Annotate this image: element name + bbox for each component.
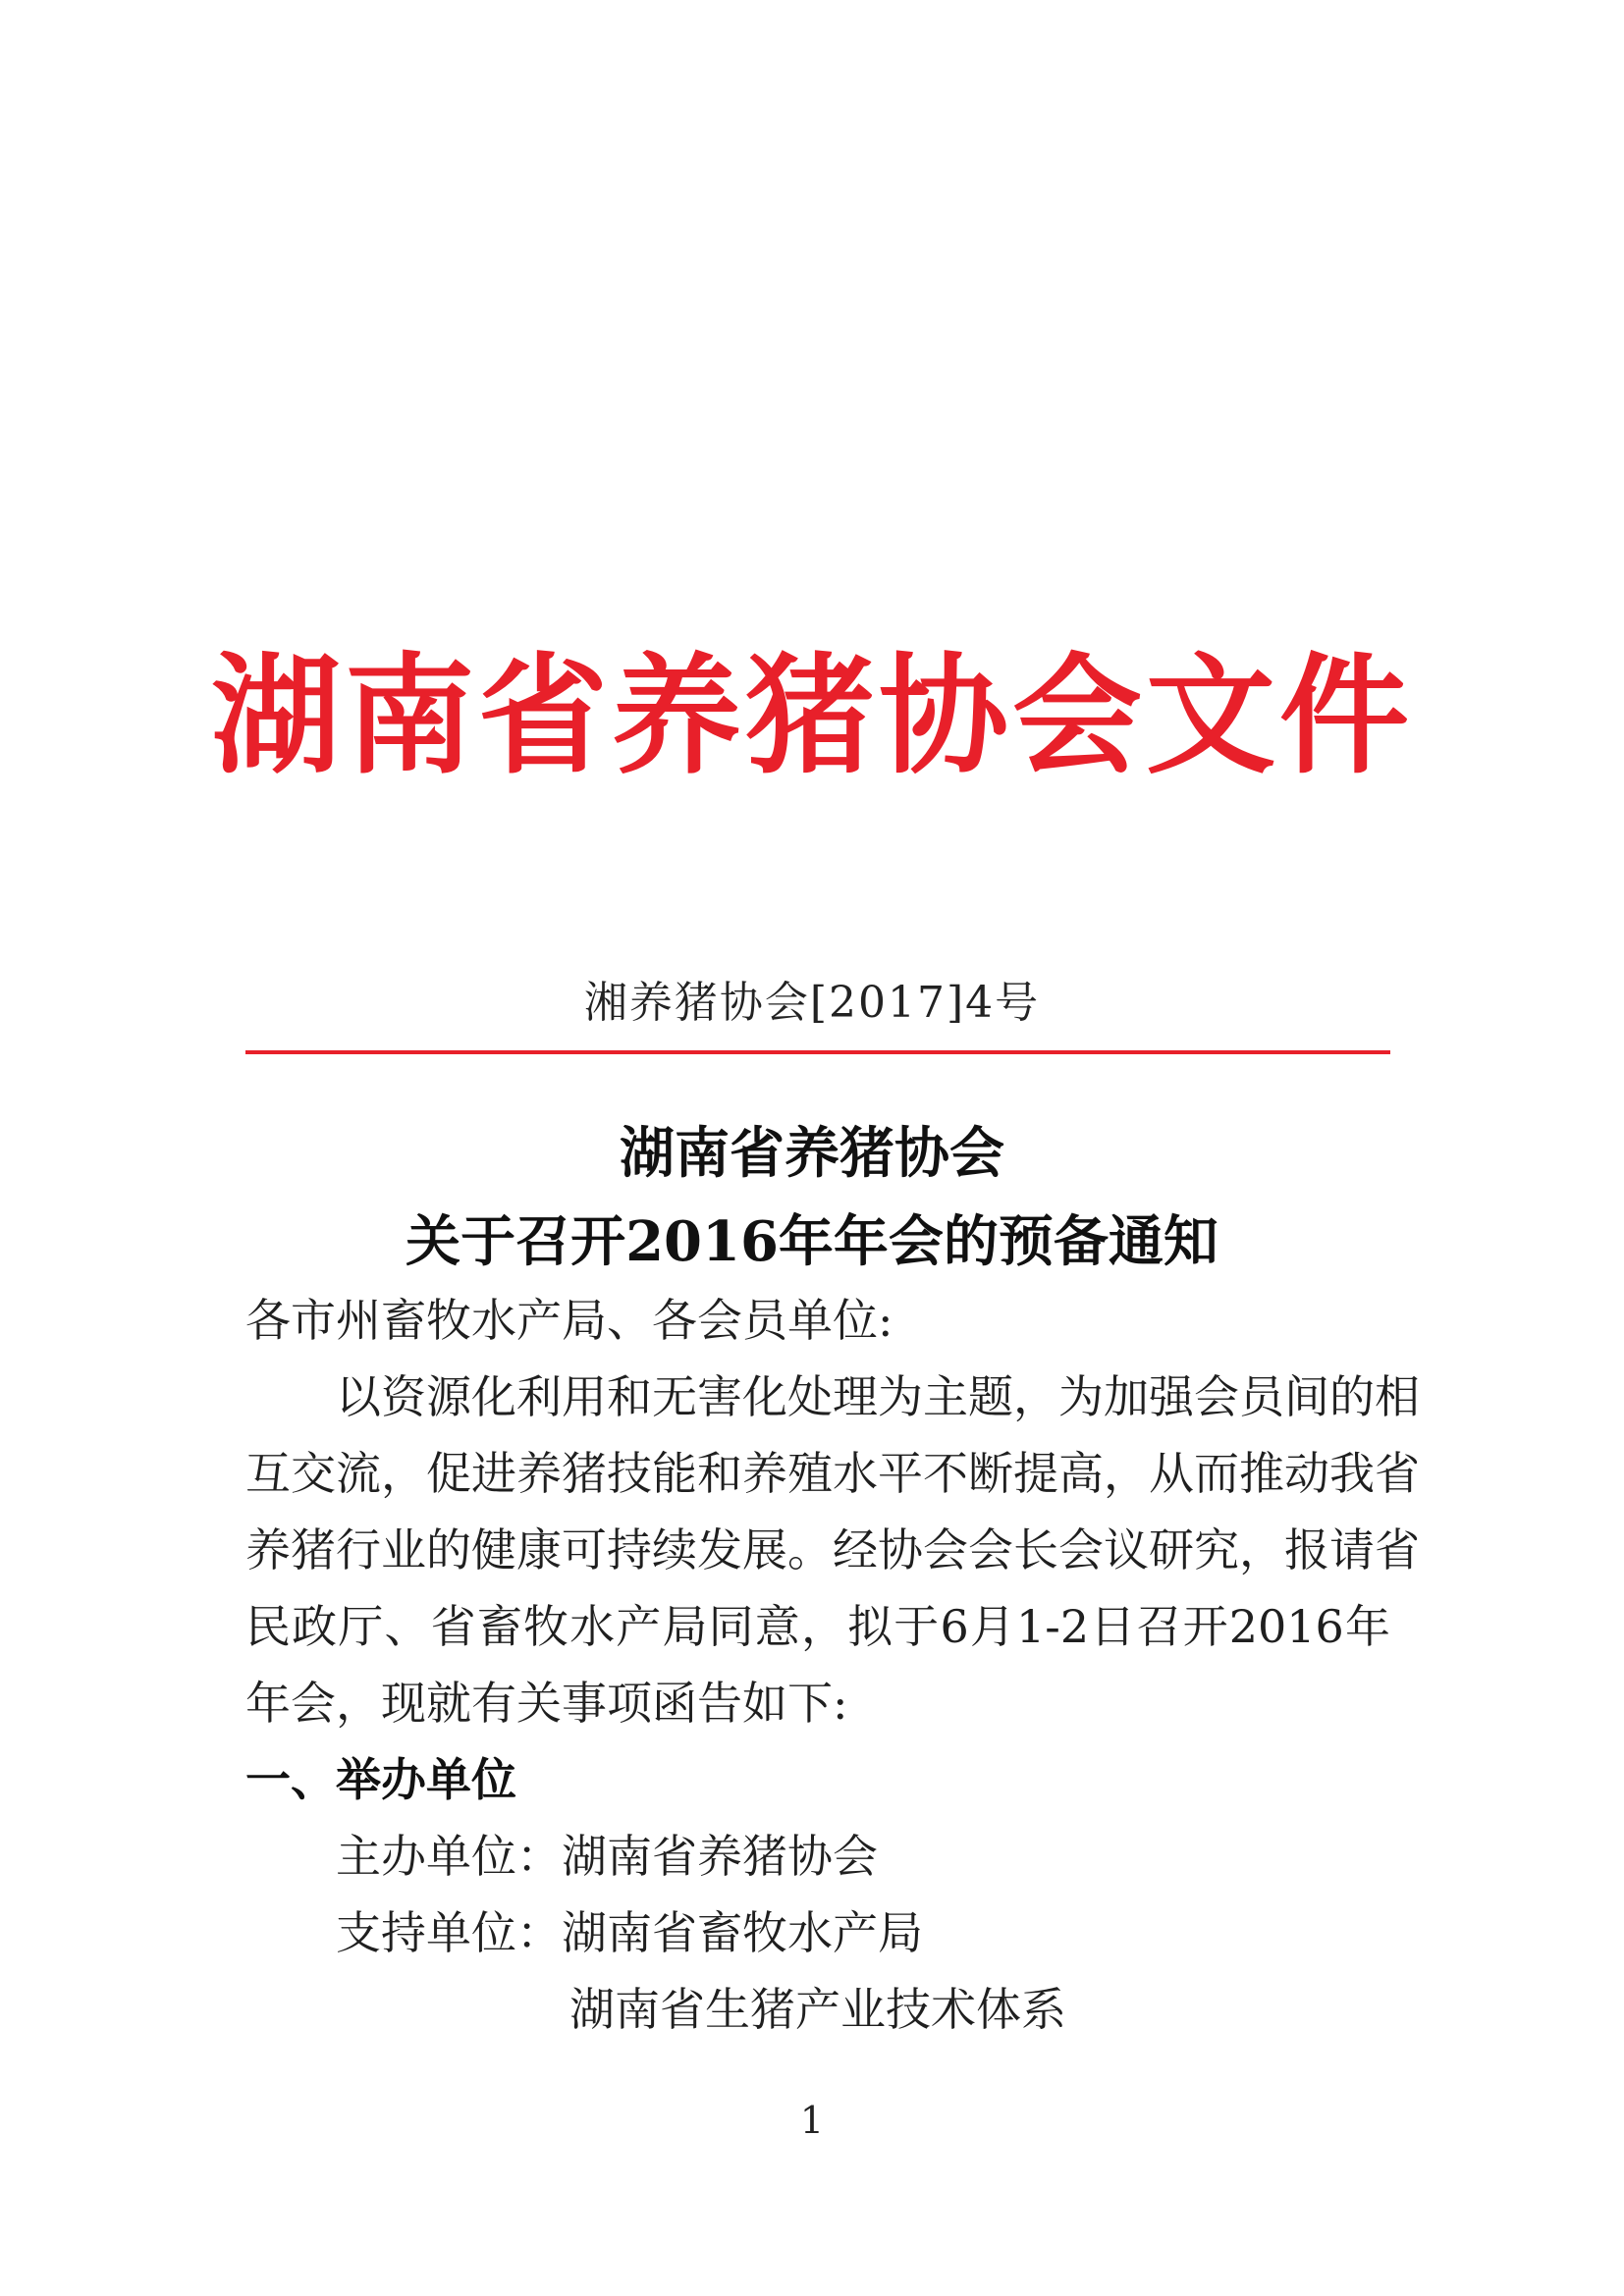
notice-title-line-1: 湖南省养猪协会 <box>620 1121 1004 1186</box>
page-number: 1 <box>799 2099 825 2142</box>
document-masthead: 湖南省养猪协会文件 <box>211 640 1413 792</box>
masthead-divider-line <box>245 1050 1390 1054</box>
paragraph-line-5: 年会，现就有关事项函告如下: <box>245 1677 848 1730</box>
notice-title-line-2: 关于召开2016年年会的预备通知 <box>406 1209 1218 1274</box>
paragraph-line-3: 养猪行业的健康可持续发展。经协会会长会议研究，报请省 <box>245 1523 1420 1576</box>
salutation: 各市州畜牧水产局、各会员单位: <box>245 1294 893 1347</box>
paragraph-line-2: 互交流，促进养猪技能和养殖水平不断提高，从而推动我省 <box>245 1447 1420 1500</box>
host-organization: 主办单位：湖南省养猪协会 <box>336 1830 878 1883</box>
paragraph-line-1: 以资源化利用和无害化处理为主题，为加强会员间的相 <box>336 1370 1420 1423</box>
document-number: 湘养猪协会[2017]4号 <box>583 978 1041 1028</box>
supporting-organization-1: 支持单位：湖南省畜牧水产局 <box>336 1906 923 1959</box>
supporting-organization-2: 湖南省生猪产业技术体系 <box>569 1983 1066 2036</box>
paragraph-line-4: 民政厅、省畜牧水产局同意，拟于6月1-2日召开2016年 <box>245 1600 1390 1653</box>
section-heading-organizers: 一、举办单位 <box>245 1753 516 1806</box>
